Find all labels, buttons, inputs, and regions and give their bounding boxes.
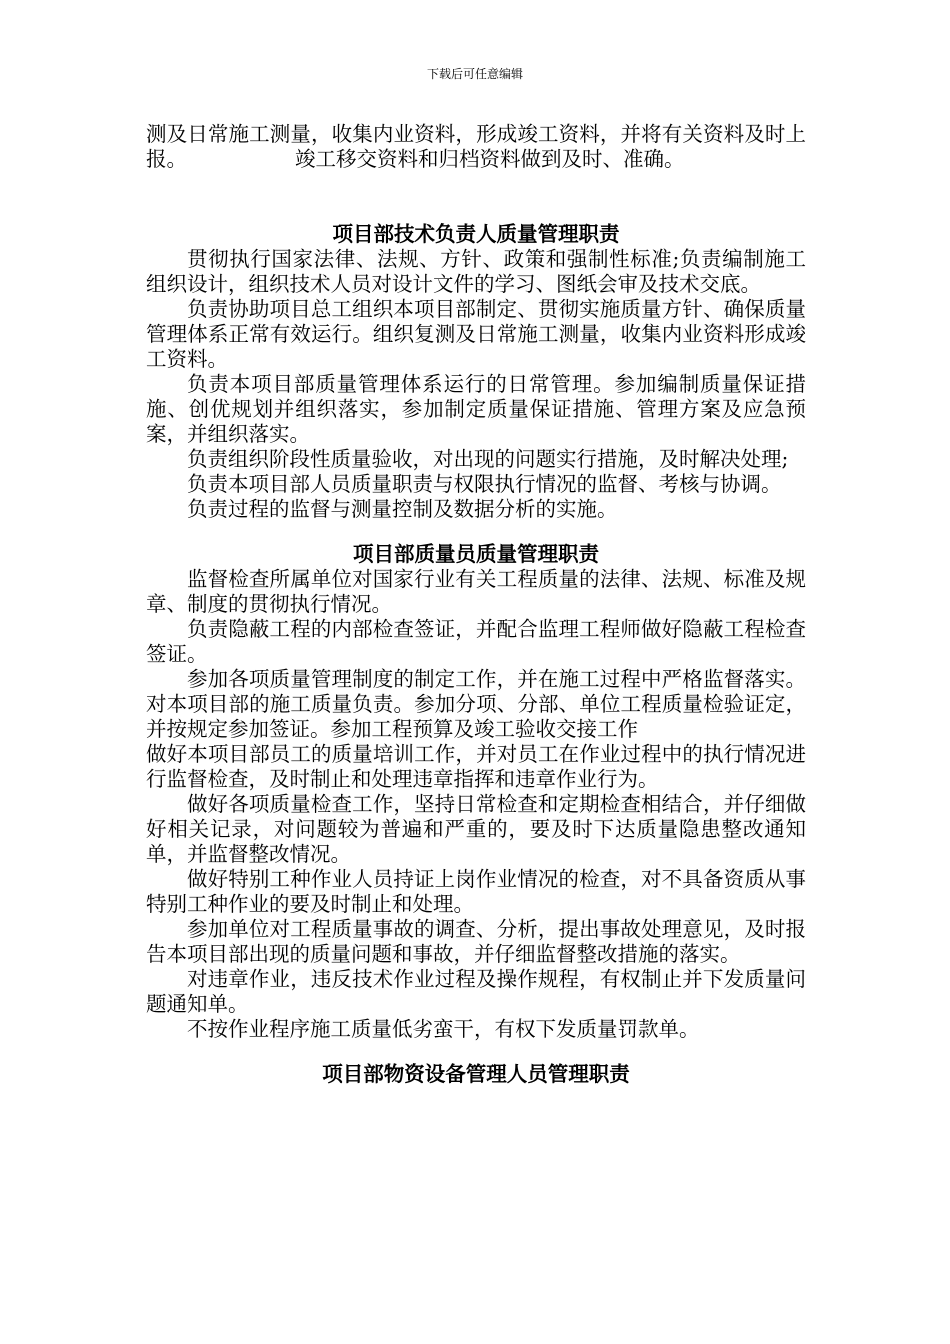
section-title-quality-inspector: 项目部质量员质量管理职责	[353, 542, 599, 566]
quality-inspector-paragraph: 做好本项目部员工的质量培训工作，并对员工在作业过程中的执行情况进行监督检查，及时制止和处理违章指挥和违章作业行为。	[146, 742, 806, 791]
tech-lead-paragraph: 负责协助项目总工组织本项目部制定、贯彻实施质量方针、确保质量管理体系正常有效运行。组织复测及日常施工测量，收集内业资料形成竣工资料。	[146, 297, 806, 371]
section-title-tech-lead: 项目部技术负责人质量管理职责	[332, 222, 620, 246]
quality-inspector-paragraph: 参加各项质量管理制度的制定工作，并在施工过程中严格监督落实。 对本项目部的施工质量负责。参加分项、分部、单位工程质量检验证定，并按规定参加签证。参加工程预算及竣工验收交接工作	[146, 667, 806, 741]
quality-inspector-paragraph: 监督检查所属单位对国家行业有关工程质量的法律、法规、标准及规章、制度的贯彻执行情况。	[146, 567, 806, 616]
quality-inspector-paragraph: 参加单位对工程质量事故的调查、分析，提出事故处理意见，及时报告本项目部出现的质量问题和事故，并仔细监督整改措施的落实。	[146, 917, 806, 966]
intro-text-2: 竣工移交资料和归档资料做到及时、准确。	[295, 147, 685, 171]
quality-inspector-paragraph: 做好各项质量检查工作，坚持日常检查和定期检查相结合，并仔细做好相关记录，对问题较为普遍和严重的，要及时下达质量隐患整改通知单，并监督整改情况。	[146, 792, 806, 866]
section-gap	[146, 172, 806, 222]
tech-lead-paragraph: 负责过程的监督与测量控制及数据分析的实施。	[187, 497, 618, 521]
document-body	[146, 122, 806, 1087]
quality-inspector-paragraph: 做好特别工种作业人员持证上岗作业情况的检查，对不具备资质从事特别工种作业的要及时制止和处理。	[146, 867, 806, 916]
section-gap	[146, 522, 806, 542]
quality-inspector-paragraph: 不按作业程序施工质量低劣蛮干，有权下发质量罚款单。	[187, 1017, 700, 1041]
quality-inspector-paragraph: 负责隐蔽工程的内部检查签证，并配合监理工程师做好隐蔽工程检查签证。	[146, 617, 806, 666]
tech-lead-paragraph: 贯彻执行国家法律、法规、方针、政策和强制性标准;负责编制施工组织设计，组织技术人员对设计文件的学习、图纸会审及技术交底。	[146, 247, 806, 296]
section-title-materials-equipment: 项目部物资设备管理人员管理职责	[322, 1062, 630, 1086]
section-gap	[146, 1042, 806, 1062]
quality-inspector-paragraph: 对违章作业，违反技术作业过程及操作规程，有权制止并下发质量问题通知单。	[146, 967, 806, 1016]
tech-lead-paragraph: 负责本项目部质量管理体系运行的日常管理。参加编制质量保证措施、创优规划并组织落实，参加制定质量保证措施、管理方案及应急预案，并组织落实。	[146, 372, 806, 446]
intro-paragraph	[146, 122, 806, 172]
intro-text-1: 测及日常施工测量，收集内业资料，形成竣工资料，并将有关资料及时上报。	[146, 122, 806, 171]
header-note: 下载后可任意编辑	[426, 67, 523, 81]
tech-lead-paragraph: 负责本项目部人员质量职责与权限执行情况的监督、考核与协调。	[187, 472, 782, 496]
tech-lead-paragraph: 负责组织阶段性质量验收，对出现的问题实行措施，及时解决处理;	[187, 447, 789, 471]
